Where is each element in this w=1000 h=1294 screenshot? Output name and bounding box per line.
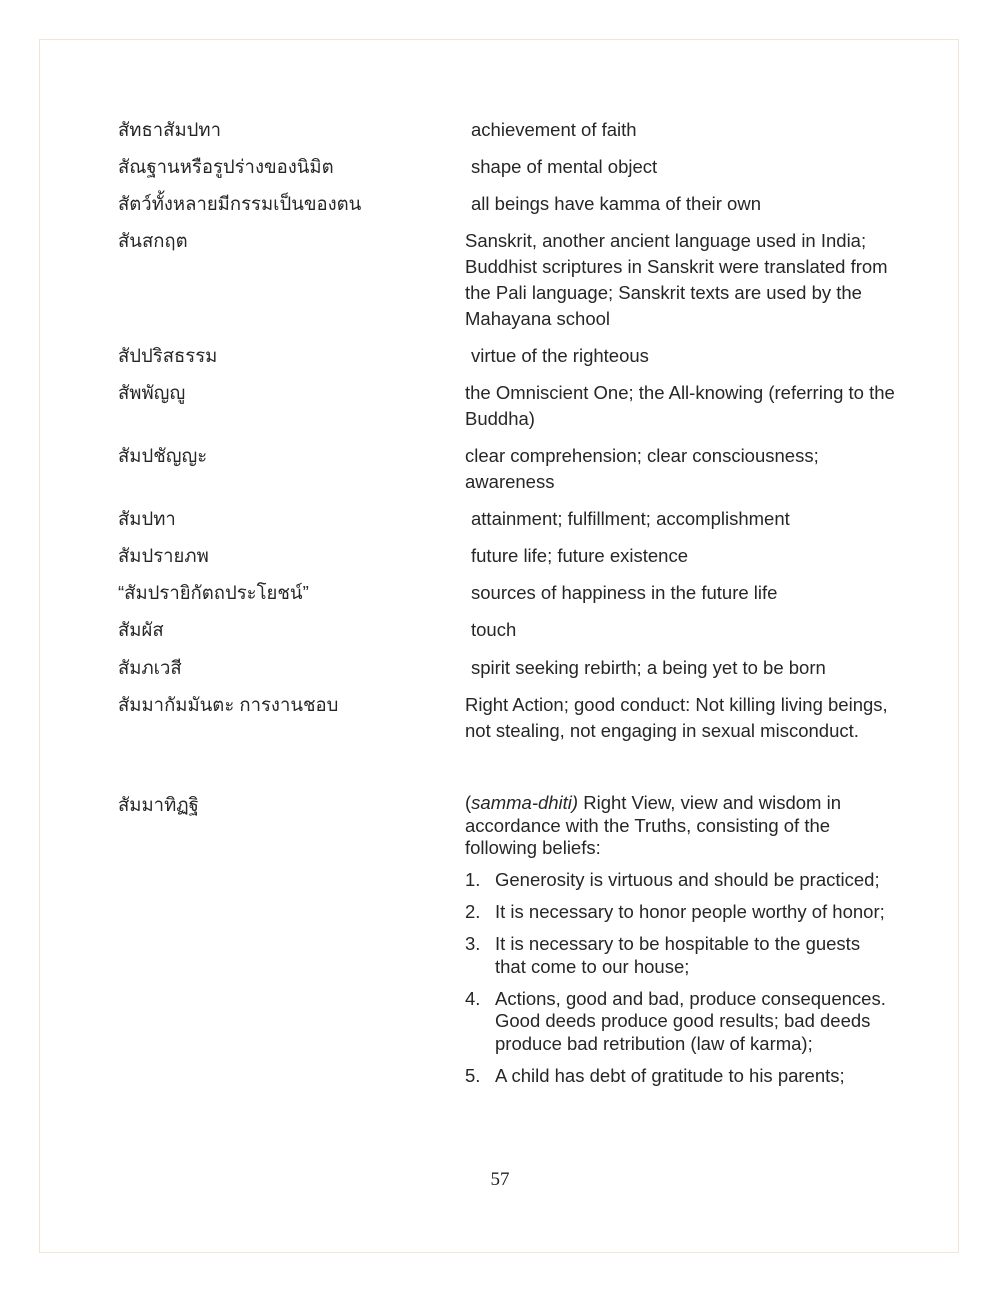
entry-definition: all beings have kamma of their own [471,193,761,214]
page-number: 57 [490,1169,510,1190]
entry-term: สัมมาทิฏฐิ [118,794,199,815]
list-item [465,869,895,892]
beliefs-list [465,869,895,1087]
entry-definition: achievement of faith [471,119,637,140]
list-text: It is necessary to honor people worthy of honor; [495,901,885,922]
list-item [465,988,895,1056]
entry-definition: spirit seeking rebirth; a being yet to be born [471,657,826,678]
entry-definition: sources of happiness in the future life [471,582,778,603]
list-text: Actions, good and bad, produce consequences. Good deeds produce good results; bad deeds produce bad retribution (law of karma); [495,987,886,1054]
list-number: 3. [465,933,481,954]
entry-definition: clear comprehension; clear consciousness; awareness [465,445,819,492]
list-number: 4. [465,987,481,1009]
list-item [465,1065,895,1088]
entry-definition: Sanskrit, another ancient language used in India; Buddhist scriptures in Sanskrit were translated from the Pali language; Sanskrit texts are used by the Mahayana school [465,230,888,329]
intro-text: Right View, view and wisdom in accordance with the Truths, consisting of the following beliefs: [465,792,841,858]
entry-term: สัมผัส [118,619,164,640]
list-number: 2. [465,901,481,922]
entry-term: สัณฐานหรือรูปร่างของนิมิต [118,156,334,177]
list-number: 1. [465,869,481,890]
entry-term: สัมปชัญญะ [118,445,208,466]
entry-term: สัมปทา [118,508,176,529]
entry-term: สัมปรายภพ [118,545,209,566]
entry-term: สัปปริสธรรม [118,345,218,366]
entry-term: สัพพัญญู [118,382,186,403]
entry-definition: future life; future existence [471,545,688,566]
entry-term: สันสกฤต [118,230,188,251]
definition-intro [465,792,895,860]
pali-term: samma-dhiti) [471,792,579,813]
entry-definition [465,792,895,1087]
entry-definition: touch [471,619,517,640]
entry-term: “สัมปรายิกัตถประโยชน์” [118,582,309,603]
list-text: It is necessary to be hospitable to the guests that come to our house; [495,933,861,977]
entry-term: สัตว์ทั้งหลายมีกรรมเป็นของตน [118,193,362,214]
entry-term: สัมมากัมมันตะ การงานชอบ [118,694,339,715]
open-paren: ( [465,792,472,813]
entry-term: สัมภเวสี [118,657,182,678]
entry-definition: attainment; fulfillment; accomplishment [471,508,790,529]
entry-definition: shape of mental object [471,156,658,177]
entry-term: สัทธาสัมปทา [118,119,221,140]
entry-definition: virtue of the righteous [471,345,649,366]
list-text: Generosity is virtuous and should be practiced; [495,869,880,890]
list-text: A child has debt of gratitude to his parents; [495,1064,845,1086]
list-item [465,901,895,924]
list-number: 5. [465,1064,481,1086]
entry-definition: the Omniscient One; the All-knowing (referring to the Buddha) [465,382,895,429]
list-item [465,933,895,978]
entry-definition: Right Action; good conduct: Not killing living beings, not stealing, not engaging in sexual misconduct. [465,694,888,741]
